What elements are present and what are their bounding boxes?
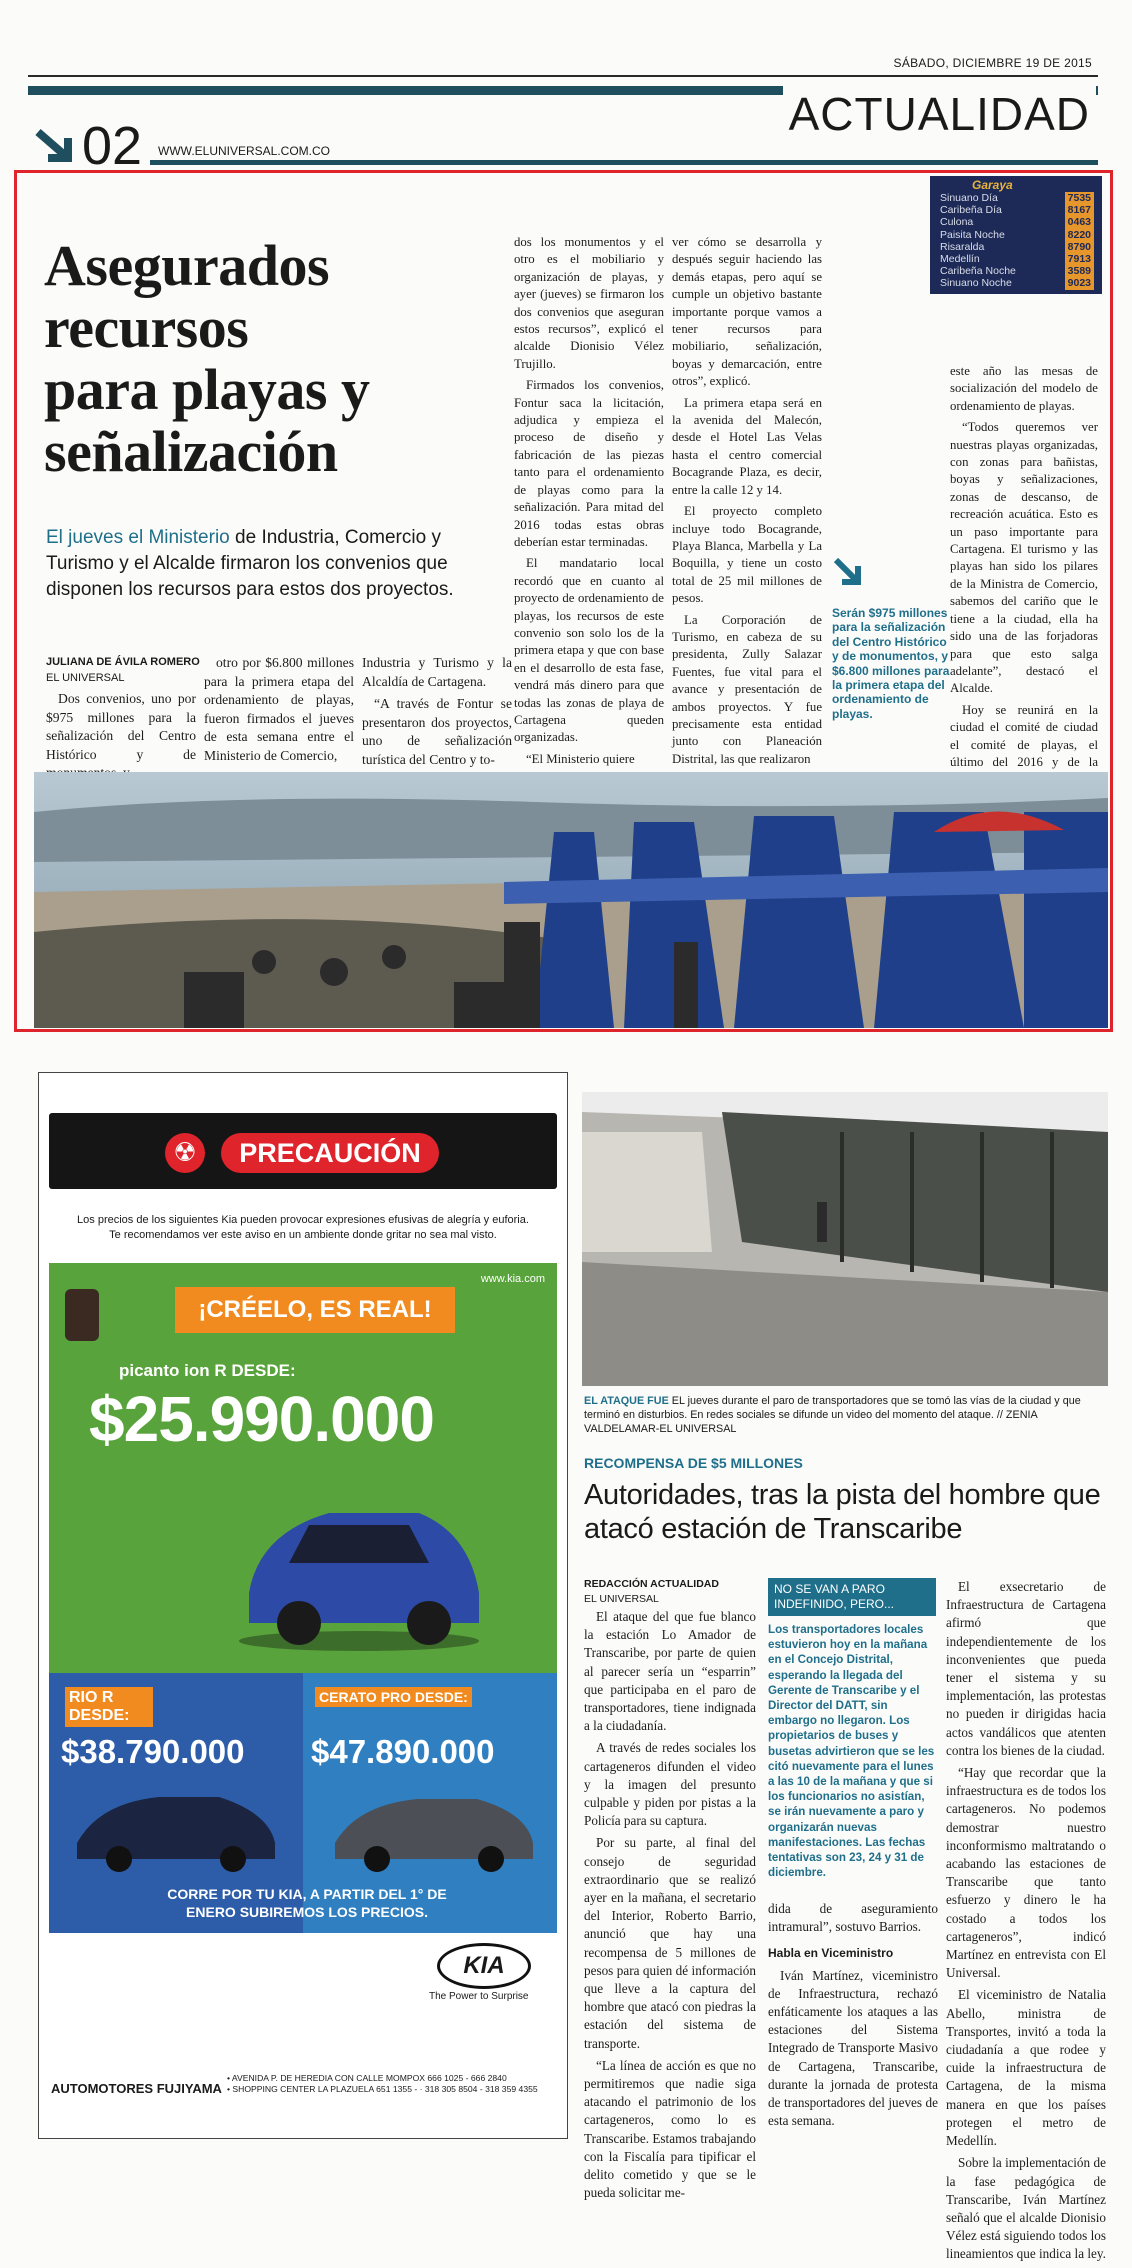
paragraph: El proyecto completo incluye todo Bocagrande, Playa Blanca, Marbella y La Boquilla, y tiene un costo total de 25 mil millones de pesos. <box>672 504 822 606</box>
subheading: Habla en Viceministro <box>768 1946 894 1961</box>
caption-text: EL jueves durante el paro de transportadores que se tomó las vías de la ciudad y que terminó en disturbios. En redes sociales se difunde un video del momento del ataque. // ZENIA VALDELAMAR-EL UNIVERSAL <box>584 1395 1081 1435</box>
lottery-row <box>940 204 1094 216</box>
lottery-name: Sinuano Día <box>940 192 998 204</box>
article1-deck <box>46 525 506 603</box>
lottery-value: 9023 <box>1065 277 1094 289</box>
paragraph: Firmados los convenios, Fontur saca la licitación, adjudica y empieza el proceso de diseño y fabricación de las piezas tanto para el ordenamiento de playas como para la señalización. Para mitad del 2016 todas estas obras deberían estar terminadas. <box>514 378 664 549</box>
headline-line: Asegurados <box>44 233 330 298</box>
paragraph: Industria y Turismo y la Alcaldía de Cartagena. <box>362 655 512 689</box>
article1-col4 <box>514 234 664 772</box>
paragraph: este año las mesas de socialización del modelo de ordenamiento de playas. <box>950 364 1098 413</box>
paragraph: “A través de Fontur se presentaron dos proyectos, uno de señalización turística del Centro y to- <box>362 696 512 767</box>
paragraph: Dos convenios, uno por $975 millones para la señalización del Centro Histórico y de <box>46 691 196 762</box>
lottery-brand: Garaya <box>972 178 1013 192</box>
address-line: • SHOPPING CENTER LA PLAZUELA 651 1355 - · 318 305 8504 - 318 359 4355 <box>227 2084 538 2094</box>
paragraph: otro por $6.800 millones para la primera etapa del ordenamiento de playas, fueron firmados el jueves de esta semana entre el Ministerio de Comercio, <box>204 655 354 763</box>
paragraph: Hoy se reunirá en la ciudad el comité de ciudad el comité de playas, el último del 2016 y de la <box>950 702 1098 769</box>
info-box-text: Los transportadores locales estuvieron hoy en la mañana en el Concejo Distrital, esperando la llegada del Gerente de Transcaribe y el Director del DATT, sin embargo no llegaron. Los propietarios de buses y busetas advirtieron que se les citó nuevamente para el lunes a las 10 de la mañana y que si los funcionarios no asistían, se irán nuevamente a paro y organizarán nuevas manifestaciones. Las fechas tentativas son 23, 24 y 31 de diciembre. <box>768 1623 935 1880</box>
paragraph: “La línea de acción es que no permitiremos que nadie siga atacando el patrimonio de los cartageneros, como lo es Transcaribe. Estamos trabajando con la Fiscalía para tipificar el delito cometido y que se le pueda solicitar me- <box>584 2057 757 2201</box>
kia-logo: KIA <box>437 1943 531 1989</box>
warning-banner <box>49 1113 557 1189</box>
cerato-price: $47.890.000 <box>311 1733 495 1770</box>
lottery-value: 8220 <box>1065 229 1094 241</box>
picanto-price: $25.990.000 <box>89 1383 434 1455</box>
dealer-address <box>227 2073 538 2095</box>
lottery-name: Risaralda <box>940 240 985 253</box>
kia-advertisement[interactable] <box>38 1072 568 2139</box>
website-url[interactable]: WWW.ELUNIVERSAL.COM.CO <box>158 144 331 158</box>
cerato-label: CERATO PRO DESDE: <box>315 1687 472 1707</box>
caption-lead: EL ATAQUE FUE <box>584 1395 669 1407</box>
page-number: 02 <box>82 116 143 176</box>
lottery-value: 0463 <box>1065 216 1094 228</box>
address-line: • AVENIDA P. DE HEREDIA CON CALLE MOMPOX 666 1025 - 666 2840 <box>227 2073 507 2083</box>
deck-lead: El jueves el Ministerio <box>46 527 230 548</box>
article1-callout: Serán $975 millones para la señalización del Centro Histórico y de monumentos, y $6.800 millones para la primera etapa del ordenamiento de playas. <box>832 606 950 721</box>
paragraph: La primera etapa será en la avenida del Malecón, desde el Hotel Las Velas hasta el centro comercial Bocagrande Plaza, es decir, entre la calle 12 y 14. <box>672 395 822 497</box>
glove-icon <box>65 1289 99 1341</box>
lottery-row <box>940 253 1094 265</box>
warning-line: Los precios de los siguientes Kia pueden provocar expresiones efusivas de alegría y euforia. <box>77 1214 529 1226</box>
cerato-car-image <box>327 1783 537 1873</box>
paragraph: “Todos queremos ver nuestras playas organizadas, con zonas para bañistas, boyas y señalizaciones, zonas de descanso, de recreación acuática. Esto es un paso importante para Cartagena. El turismo y las playas han sido los pilares de la Ministra de Comercio, sabemos del cariño que le tiene a la ciudad, ella ha sido una de las forjadoras para que esto salga adelante”, destacó el Alcalde. <box>950 420 1098 696</box>
kia-url[interactable]: www.kia.com <box>480 1273 545 1285</box>
lottery-value: 3589 <box>1065 265 1094 277</box>
paragraph: Sobre la implementación de la fase pedagógica de Transcaribe, Iván Martínez señaló que el alcalde Dionisio Vélez está siguiendo todos los lineamientos que indica la ley. <box>946 2155 1106 2262</box>
rio-price: $38.790.000 <box>61 1733 245 1770</box>
article1-col5 <box>672 234 822 772</box>
paragraph: El exsecretario de Infraestructura de Cartagena afirmó que independientemente de los inconvenientes que pueda tener el sistema y su implementación, las protestas no pueden ir dirigidas hacia actos vandálicos que atenten contra los bienes de la ciudad. <box>946 1579 1106 1758</box>
warning-text <box>49 1213 557 1243</box>
arrow-down-right-icon <box>832 556 868 590</box>
warning-line: Te recomendamos ver este aviso en un ambiente donde gritar no sea mal visto. <box>109 1229 497 1241</box>
article2-col1 <box>584 1608 756 2207</box>
paragraph: dida de aseguramiento intramural”, sostuvo Barrios. <box>768 1901 938 1935</box>
paragraph: “Hay que recordar que la infraestructura es de todos los cartageneros. No podemos demostrar nuestro inconformismo maltratando o acabando las estaciones de Transcaribe que tanto esfuerzo y dinero le ha costado a todos los cartageneros”, indicó Martínez en entrevista con El Universal. <box>946 1765 1106 1981</box>
lottery-value: 7535 <box>1065 192 1094 204</box>
lottery-name: Culona <box>940 216 974 229</box>
article2-byline: REDACCIÓN ACTUALIDAD <box>584 1578 719 1590</box>
article2-source: EL UNIVERSAL <box>584 1593 659 1605</box>
section-title: ACTUALIDAD <box>783 86 1096 142</box>
article1-col3 <box>362 654 512 774</box>
kia-slogan: ¡CRÉELO, ES REAL! <box>175 1287 455 1333</box>
headline-line: señalización <box>44 419 338 484</box>
deck-text: de Industria, Comercio y Turismo y el Alcalde firmaron los convenios que disponen los recursos para estos dos proyectos. <box>46 527 454 600</box>
paragraph: El ataque del que fue blanco la estación Lo Amador de Transcaribe, por parte de quien al parecer sería un “esparrin” que participaba en el paro de transportadores, tiene indignada a la ciudadanía. <box>584 1609 756 1734</box>
paragraph: El mandatario local recordó que en cuanto al proyecto de ordenamiento de playas, los recursos de este convenio son solo los de la primera etapa y que con base en el desarrollo de esta fase, vendrá más dinero para que todas las zonas de playa de Cartagena queden organizadas. <box>514 556 664 745</box>
arrow-down-right-icon <box>34 128 80 168</box>
lottery-name: Caribeña Día <box>940 204 1002 217</box>
paragraph: Por su parte, al final del consejo de seguridad extraordinario que se realizó ayer en la mañana, el secretario del Interior, Roberto Barrio, anunció que hay una recompensa de 5 millones de pesos para quien dé información que lleve a la captura del hombre que atacó con piedras la estación del sistema de transporte. <box>584 1835 756 2051</box>
lottery-name: Sinuano Noche <box>940 277 1012 290</box>
beach-photo <box>34 772 1108 1028</box>
info-box-title: NO SE VAN A PARO INDEFINIDO, PERO... <box>768 1578 936 1616</box>
kia-tagline: The Power to Surprise <box>429 1991 529 2002</box>
header-rule-top <box>28 75 1098 77</box>
paragraph: El viceministro de Natalia Abello, ministra de Transportes, invitó a toda la ciudadanía a que rodee y cuide la infraestructura de Cartagena, de la misma manera en que los países protegen el metro de Medellín. <box>946 1987 1106 2149</box>
header-rule-bottom <box>150 160 1098 165</box>
paragraph: La Corporación de Turismo, en cabeza de su presidenta, Zully Salazar Fuentes, fue vital para el avance y presentación de ambos proyectos. Y fue precisamente esta entidad junto con Planeación Distrital, las que realizaron <box>672 612 822 766</box>
kia-green-panel <box>49 1263 557 1673</box>
lottery-value: 7913 <box>1065 253 1094 265</box>
lottery-name: Medellín <box>940 253 980 266</box>
rio-car-image <box>69 1783 279 1873</box>
lottery-row <box>940 277 1094 289</box>
article1-headline <box>44 235 524 483</box>
article2-col2 <box>768 1900 938 2134</box>
warning-title: PRECAUCIÓN <box>221 1133 439 1173</box>
kia-cta: CORRE POR TU KIA, A PARTIR DEL 1° DE ENERO SUBIREMOS LOS PRECIOS. <box>167 1886 447 1920</box>
lottery-name: Caribeña Noche <box>940 265 1016 278</box>
article2-headline: Autoridades, tras la pista del hombre que atacó estación de Transcaribe <box>584 1479 1101 1545</box>
lottery-results-box <box>930 176 1102 294</box>
issue-date: SÁBADO, DICIEMBRE 19 DE 2015 <box>893 56 1092 70</box>
headline-line: para playas y <box>44 357 370 422</box>
picanto-car-image <box>229 1473 489 1653</box>
lottery-row <box>940 241 1094 253</box>
headline-line: recursos <box>44 295 249 360</box>
lottery-row <box>940 216 1094 228</box>
article1-col2 <box>204 654 354 770</box>
paragraph: A través de redes sociales los cartageneros difunden el video y la imagen del presunto culpable y piden por pistas a la Policía para su captura. <box>584 1740 756 1829</box>
lottery-value: 8167 <box>1065 204 1094 216</box>
paragraph: dos los monumentos y el otro es el mobiliario y organización de playas, y ayer (jueves) se firmaron los dos convenios que aseguran estos recursos”, explicó el alcalde Dionisio Vélez Trujillo. <box>514 235 664 371</box>
picanto-label: picanto ion R DESDE: <box>119 1361 296 1380</box>
radiation-icon: ☢ <box>165 1133 205 1173</box>
lottery-value: 8790 <box>1065 241 1094 253</box>
dealer-name: AUTOMOTORES FUJIYAMA <box>51 2081 222 2096</box>
lottery-row <box>940 192 1094 204</box>
article1-col7 <box>950 363 1098 793</box>
lottery-row <box>940 229 1094 241</box>
paragraph: ver cómo se desarrolla y después seguir haciendo las demás etapas, pero aquí se cumple un objetivo bastante importante porque vamos a tener recursos para mobiliario, señalización, boyas y demarcación, entre otros”, explicó. <box>672 235 822 389</box>
paragraph: Iván Martínez, viceministro de Infraestructura, rechazó enfáticamente los ataques a las estaciones del Sistema Integrado de Transporte Masivo de Cartagena, Transcaribe, durante la jornada de protesta de transportadores del jueves de esta semana. <box>768 1967 938 2129</box>
article2-col3 <box>946 1578 1106 2268</box>
photo-caption <box>584 1394 1108 1436</box>
transcaribe-station-photo <box>582 1092 1108 1386</box>
article2-kicker: RECOMPENSA DE $5 MILLONES <box>584 1455 803 1471</box>
lottery-row <box>940 265 1094 277</box>
article1-byline: JULIANA DE ÁVILA ROMERO <box>46 656 200 668</box>
paragraph: “El Ministerio quiere <box>526 751 635 766</box>
lottery-name: Paisita Noche <box>940 228 1005 241</box>
lottery-list <box>930 192 1102 290</box>
article1-source: EL UNIVERSAL <box>46 672 125 684</box>
rio-label: RIO R DESDE: <box>65 1687 153 1727</box>
